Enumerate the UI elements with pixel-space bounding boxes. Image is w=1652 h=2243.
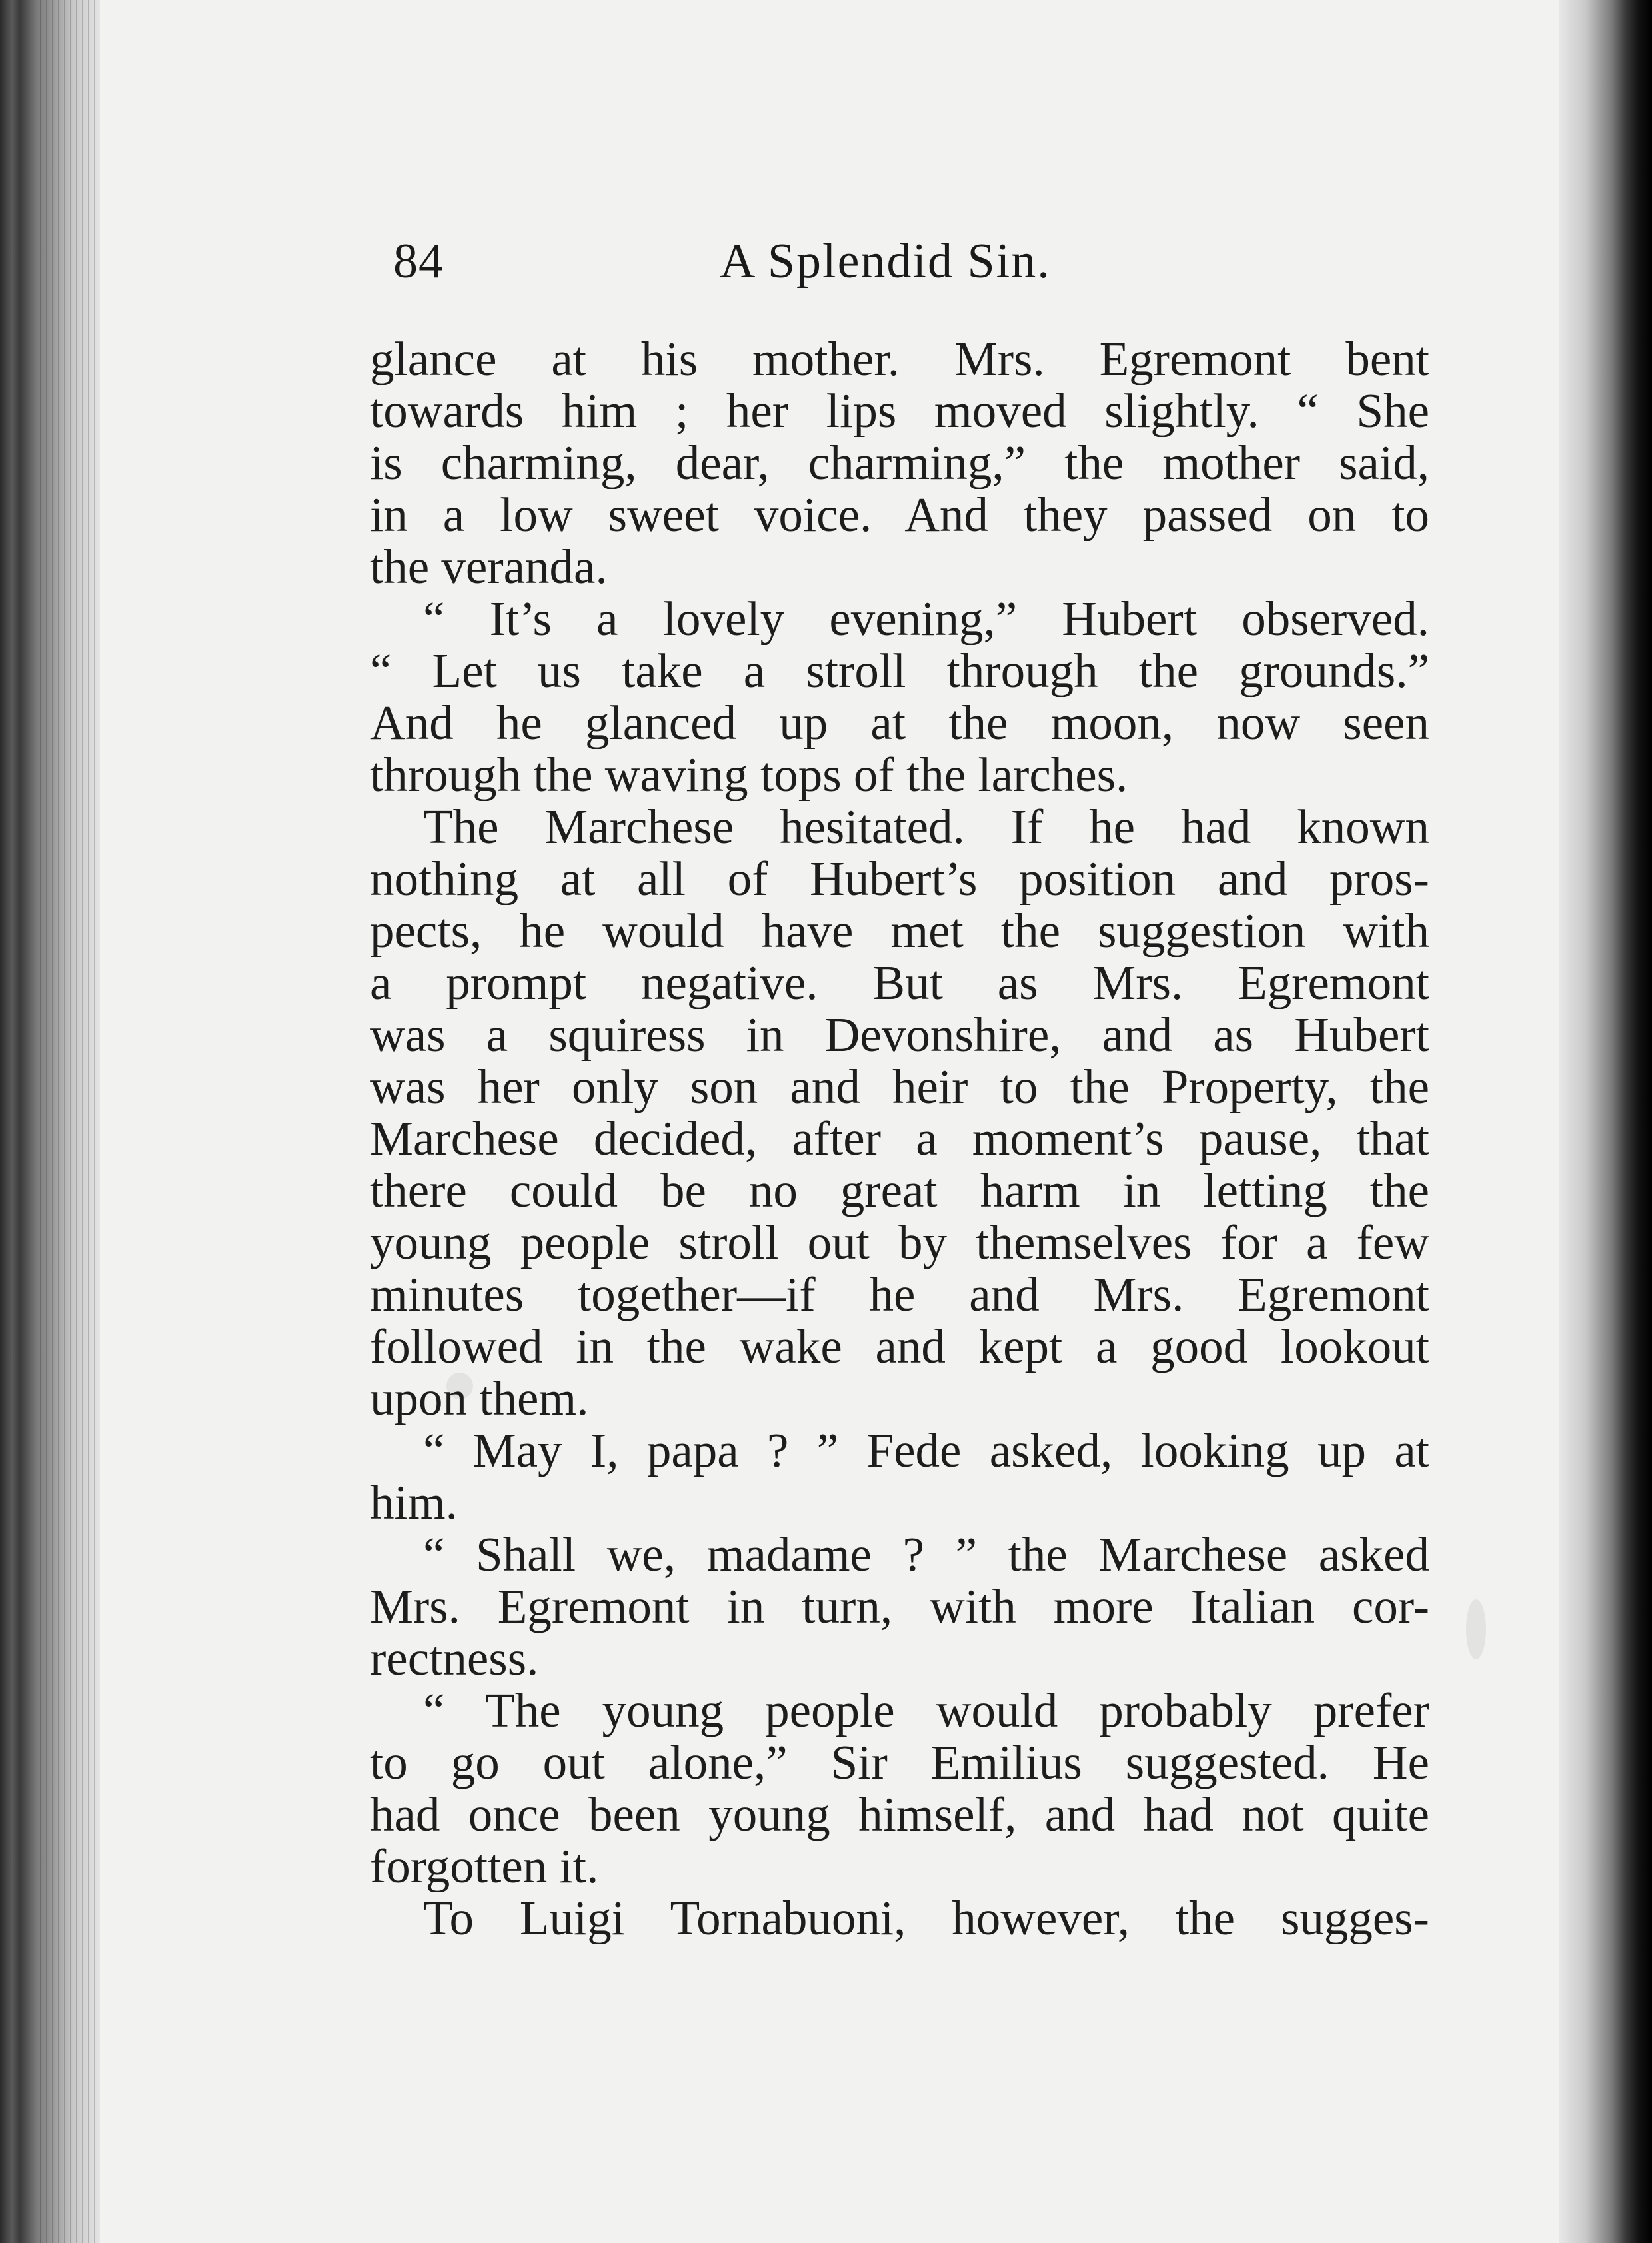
text-line: a prompt negative. But as Mrs. Egremont [370,957,1429,1009]
page-number: 84 [393,234,444,289]
text-line: young people stroll out by themselves for a few [370,1217,1429,1269]
text-line: “ Let us take a stroll through the grounds.” [370,645,1429,697]
text-line: forgotten it. [370,1841,599,1892]
paper-smudge [1466,1599,1486,1659]
running-title: A Splendid Sin. [720,234,1051,289]
book-left-edge [0,0,100,2243]
text-line: “ May I, papa ? ” Fede asked, looking up at [423,1425,1429,1477]
page-stack-lines [40,0,100,2243]
text-line: followed in the wake and kept a good lookout [370,1321,1429,1373]
text-line: To Luigi Tornabuoni, however, the sugges- [423,1892,1429,1944]
text-line: “ It’s a lovely evening,” Hubert observed. [423,593,1429,645]
text-line: “ The young people would probably prefer [423,1685,1429,1737]
text-line: Mrs. Egremont in turn, with more Italian cor- [370,1581,1429,1633]
text-line: upon them. [370,1373,589,1425]
text-line: The Marchese hesitated. If he had known [423,801,1429,853]
text-line: in a low sweet voice. And they passed on to [370,489,1429,541]
text-line: pects, he would have met the suggestion with [370,905,1429,957]
text-line: glance at his mother. Mrs. Egremont bent [370,333,1429,385]
text-line: to go out alone,” Sir Emilius suggested. He [370,1737,1429,1789]
text-line: Marchese decided, after a moment’s pause, that [370,1113,1429,1165]
text-line: the veranda. [370,541,608,593]
text-line: there could be no great harm in letting the [370,1165,1429,1217]
text-line: had once been young himself, and had not quite [370,1789,1429,1841]
text-line: minutes together—if he and Mrs. Egremont [370,1269,1429,1321]
body-text [370,333,1429,1944]
text-line: rectness. [370,1633,539,1685]
text-line: nothing at all of Hubert’s position and pros- [370,853,1429,905]
text-line: him. [370,1477,458,1529]
page-header [393,233,1393,307]
text-line: towards him ; her lips moved slightly. “ She [370,385,1429,437]
book-right-edge [1559,0,1652,2243]
text-line: And he glanced up at the moon, now seen [370,697,1429,749]
text-line: was her only son and heir to the Property, the [370,1061,1429,1113]
text-line: is charming, dear, charming,” the mother said, [370,437,1429,489]
text-line: through the waving tops of the larches. [370,749,1128,801]
text-line: was a squiress in Devonshire, and as Hubert [370,1009,1429,1061]
text-line: “ Shall we, madame ? ” the Marchese asked [423,1529,1429,1581]
